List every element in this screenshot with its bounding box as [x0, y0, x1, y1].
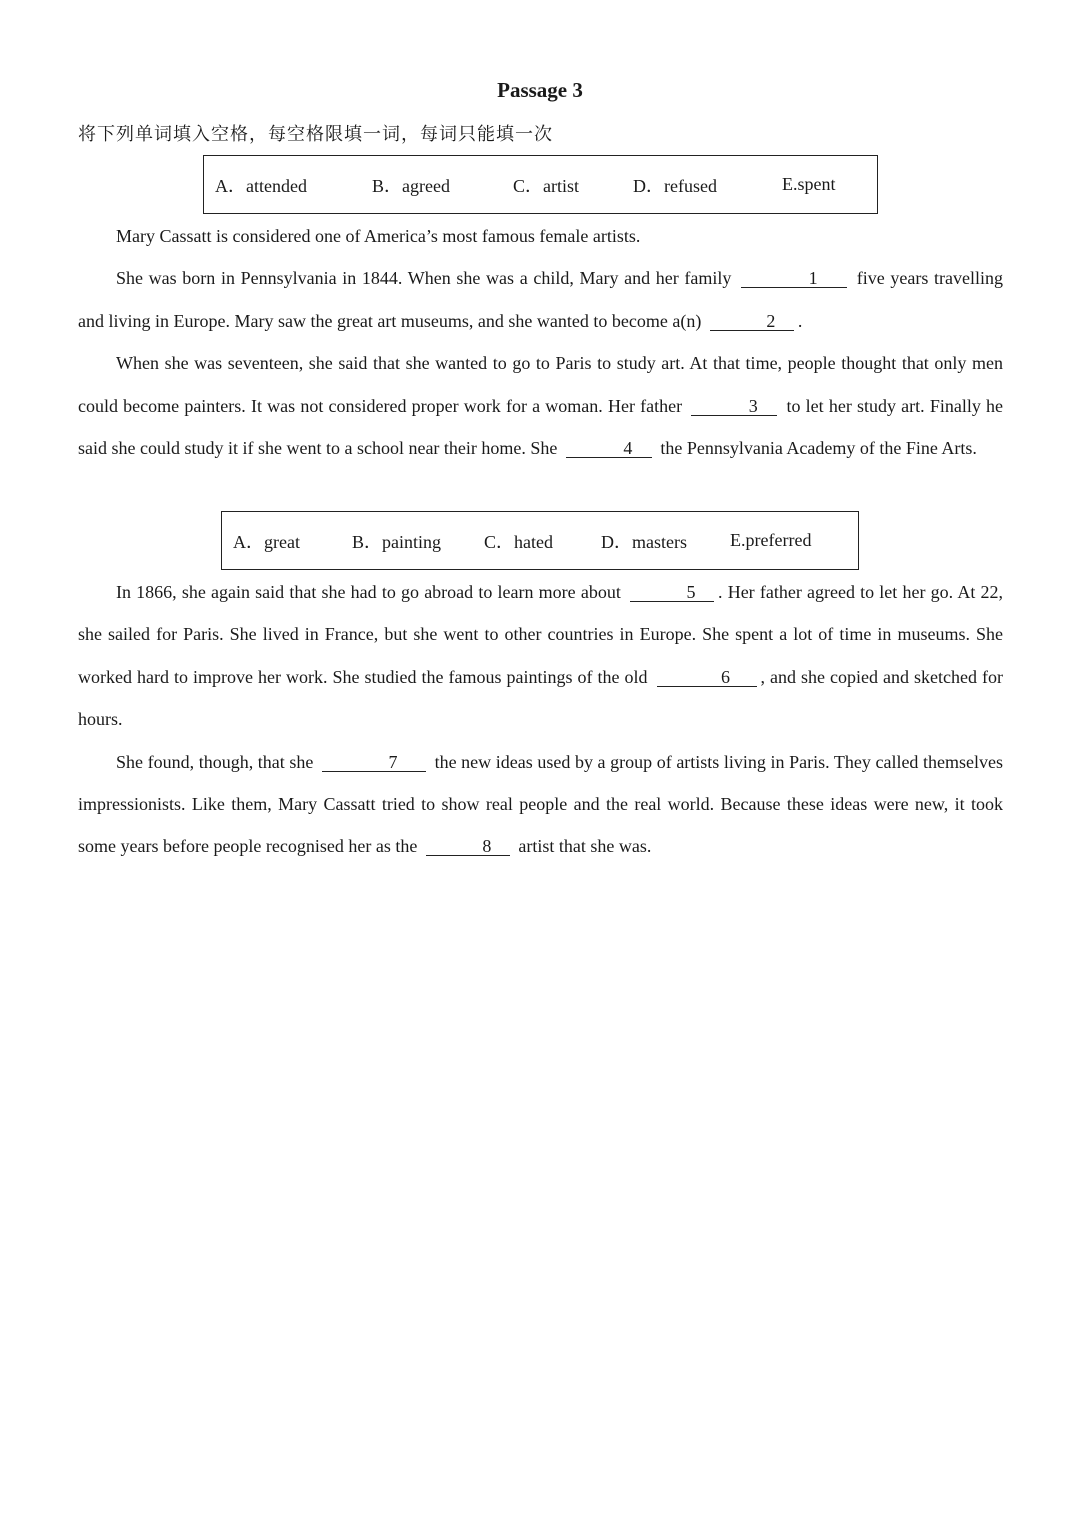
blank-3[interactable]: 3 [691, 397, 777, 416]
blank-5[interactable]: 5 [630, 583, 714, 602]
word-bank-1 [203, 155, 878, 214]
blank-6[interactable]: 6 [657, 668, 757, 687]
passage-title: Passage 3 [497, 78, 583, 102]
paragraph-1: Mary Cassatt is considered one of America’s most famous female artists. [116, 226, 641, 246]
word-bank-2-option-d: D．masters [601, 531, 687, 552]
passage-part-1 [78, 215, 1003, 469]
word-bank-2-option-a: A．great [233, 531, 300, 552]
blank-8[interactable]: 8 [426, 837, 510, 856]
paragraph-3: When she was seventeen, she said that she wanted to go to Paris to study art. At that time, people thought that only men could become painters. It was not considered proper work for a woman. Her father 3 to let her study art. Finally he said she could study it if she went to a school near their home. She 4 the Pennsylvania Academy of the Fine Arts. [78, 353, 1004, 459]
word-bank-2-option-e: E.preferred [730, 530, 812, 550]
word-bank-1-option-b: B．agreed [372, 175, 450, 196]
word-bank-1-option-a: A．attended [215, 175, 307, 196]
word-bank-1-option-d: D．refused [633, 175, 717, 196]
paragraph-4: In 1866, she again said that she had to go abroad to learn more about 5 . Her father agreed to let her go. At 22, she sailed for Paris. She lived in France, but she went to other countries in Europe. She spent a lot of time in museums. She worked hard to improve her work. She studied the famous paintings of the old 6 , and she copied and sketched for hours. [78, 582, 1004, 730]
instruction-text: 将下列单词填入空格，每空格限填一词，每词只能填一次 [78, 124, 553, 145]
blank-2[interactable]: 2 [710, 312, 794, 331]
word-bank-2-option-c: C．hated [484, 531, 553, 552]
blank-7[interactable]: 7 [322, 753, 426, 772]
word-bank-1-option-c: C．artist [513, 175, 579, 196]
word-bank-2-option-b: B．painting [352, 531, 441, 552]
paragraph-5: She found, though, that she 7 the new ideas used by a group of artists living in Paris. They called themselves impressionists. Like them, Mary Cassatt tried to show real people and the real world. Because these ideas were new, it took some years before people recognised her as the 8 artist that she was. [78, 751, 1004, 857]
blank-4[interactable]: 4 [566, 439, 652, 458]
word-bank-2 [221, 511, 859, 570]
blank-1[interactable]: 1 [741, 269, 847, 288]
passage-part-2 [78, 571, 1003, 868]
paragraph-2: She was born in Pennsylvania in 1844. When she was a child, Mary and her family 1 five years travelling and living in Europe. Mary saw the great art museums, and she wanted to become a(n) 2 . [78, 268, 1004, 331]
word-bank-1-option-e: E.spent [782, 174, 836, 194]
